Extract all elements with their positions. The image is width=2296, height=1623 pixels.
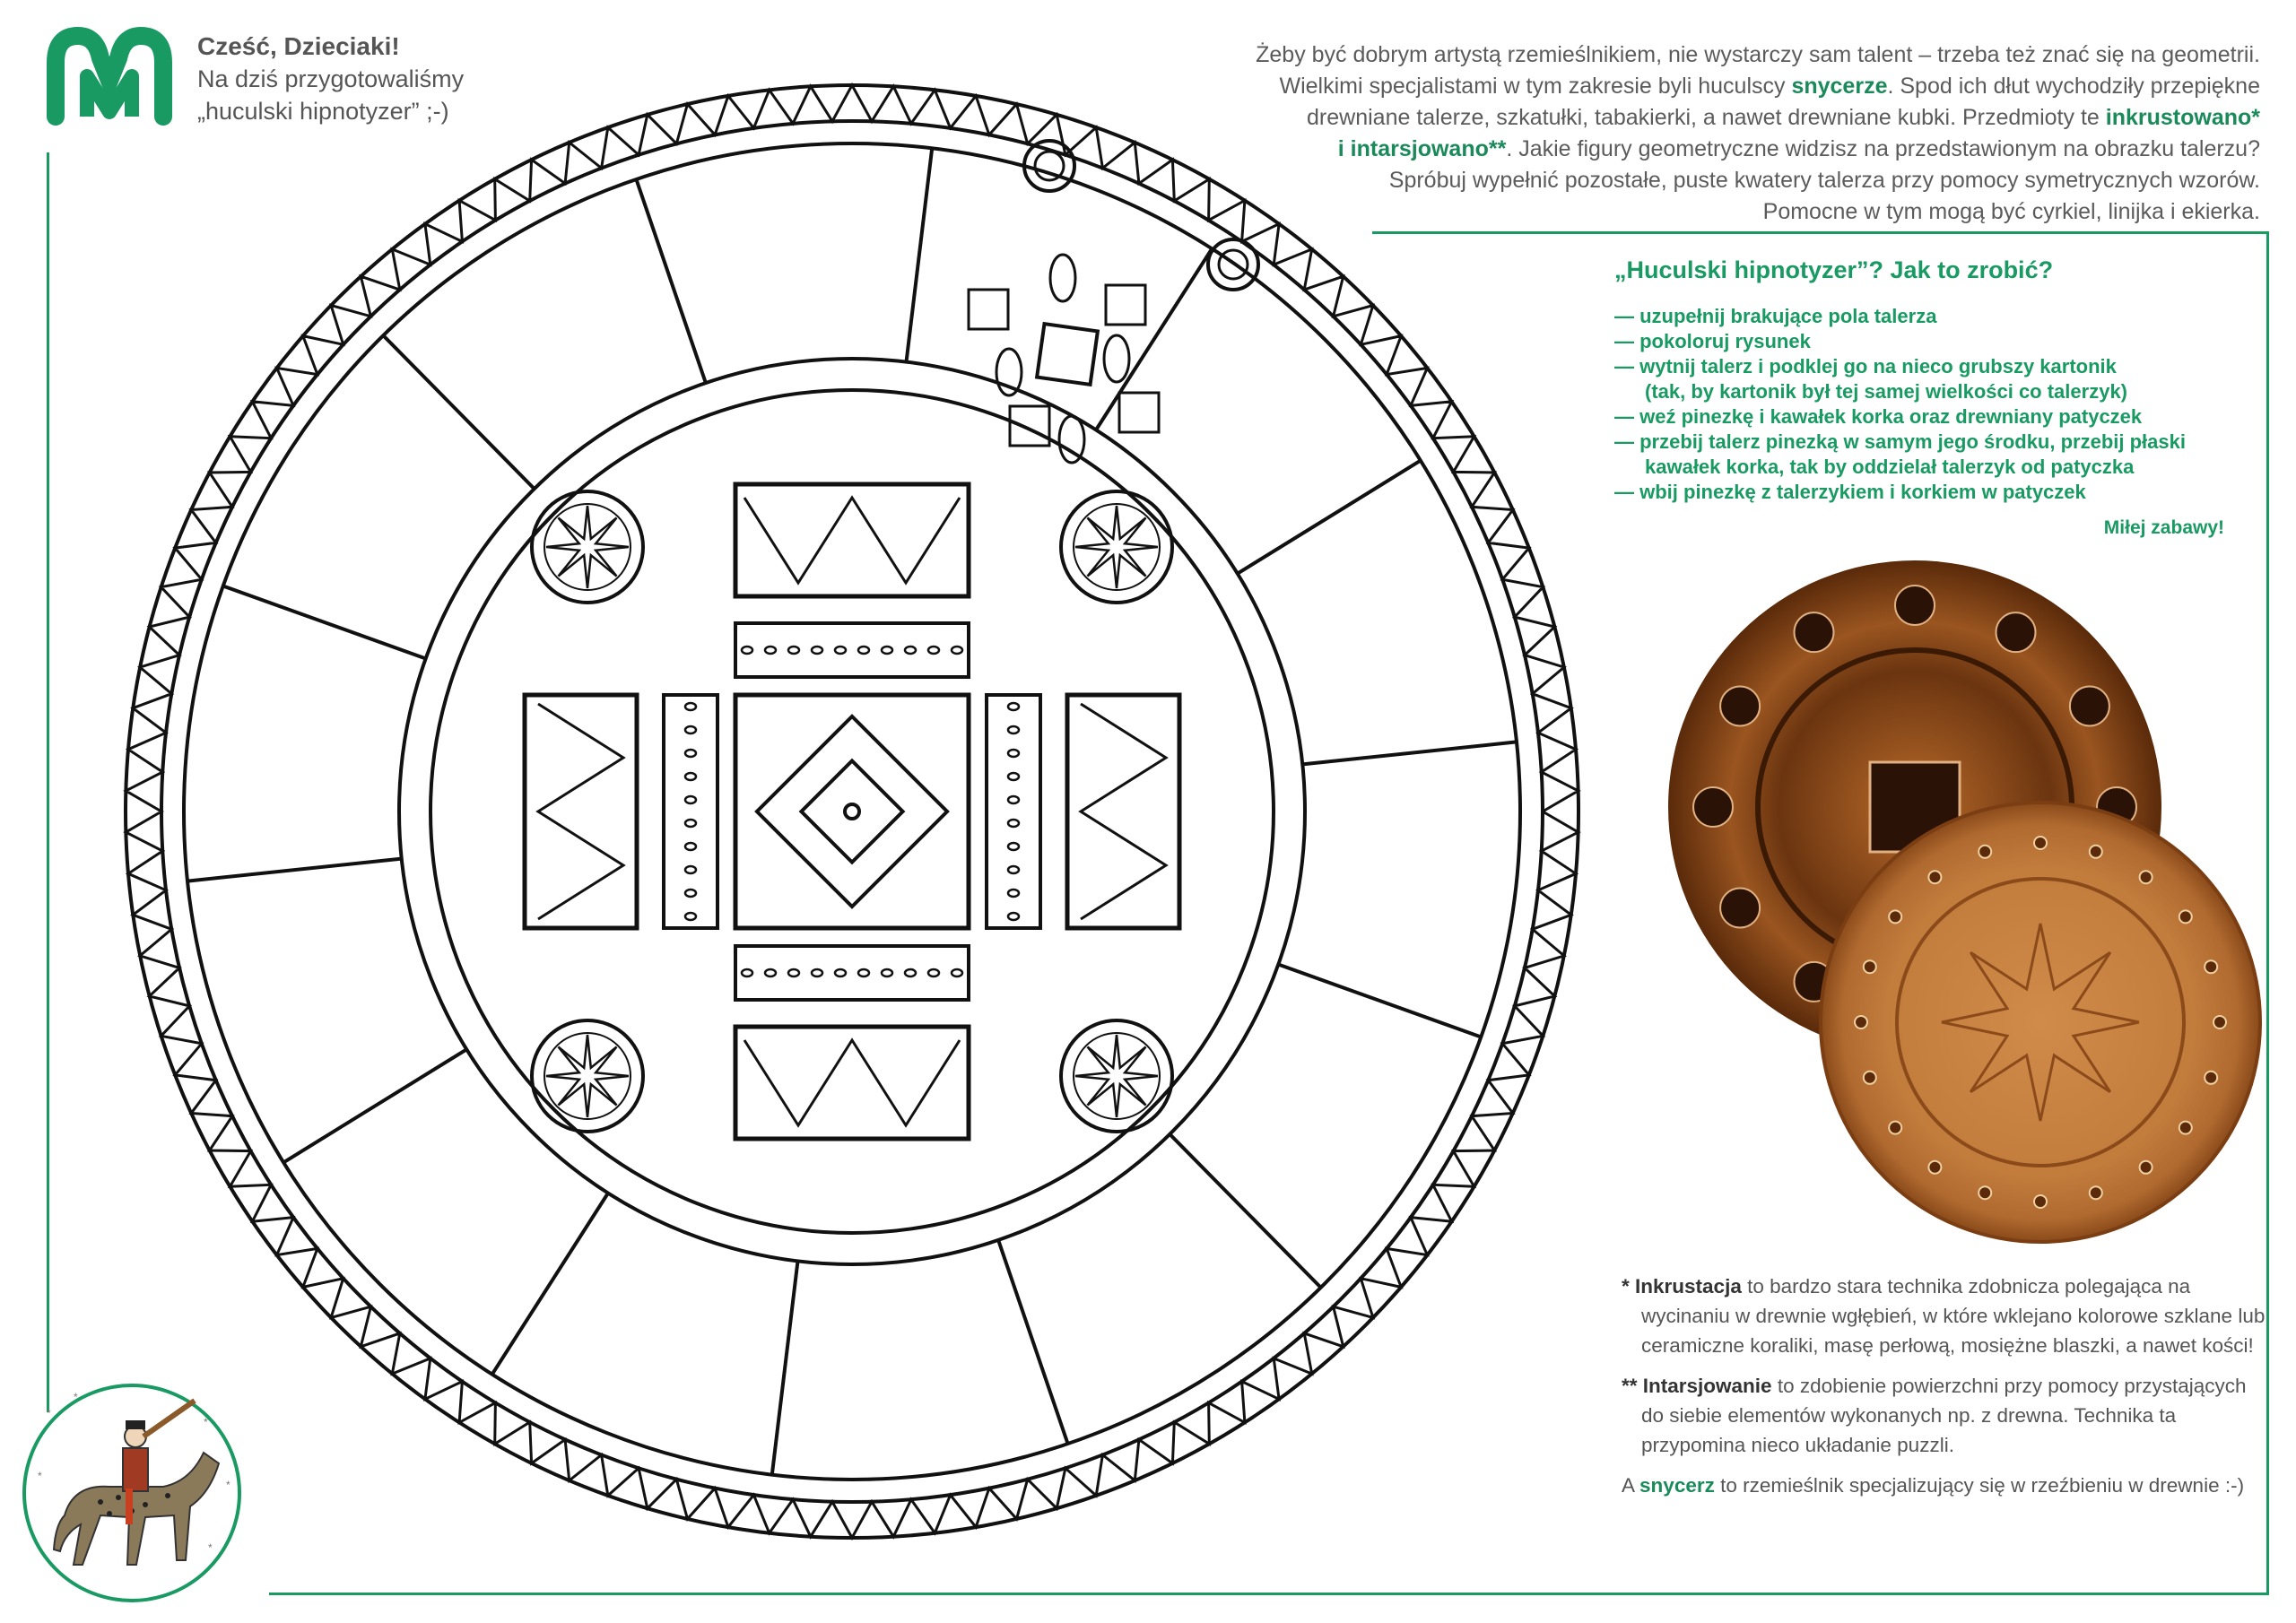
inlay-rosette — [1795, 612, 1834, 652]
sector-divider — [772, 1261, 798, 1474]
carved-dot — [1928, 871, 1941, 883]
band-dot — [1008, 750, 1019, 757]
sector-window-icon — [1010, 406, 1049, 446]
band-dot — [765, 969, 776, 976]
howto-title: „Huculski hipnotyzer”? Jak to zrobić? — [1614, 256, 2054, 283]
howto-step-continued: kawałek korka, tak by oddzielał talerzyk od patyczka — [1645, 456, 2135, 478]
band-dot — [788, 969, 799, 976]
intro-line-4: i intarsjowano**. Jakie figury geometryczne widzisz na przedstawionym na obrazku talerzu? — [1337, 136, 2260, 161]
intro-line-5: Spróbuj wypełnić pozostałe, puste kwatery talerza przy pomocy symetrycznych wzorów. — [1388, 168, 2260, 193]
footnote-inkrustacja: * Inkrustacja to bardzo stara technika zdobnicza polegająca na wycinaniu w drewnie wgłębień, w które wklejano kolorowe szklane lub ceramiczne koraliki, masę perłową, mosiężne blaszki, a nawet kości! — [1622, 1275, 2266, 1357]
carved-dot — [1864, 1072, 1876, 1084]
sector-divider — [1302, 742, 1517, 764]
howto-instructions — [1614, 256, 2224, 539]
sector-window-icon — [969, 290, 1008, 329]
band-dot — [928, 969, 939, 976]
howto-step: — wytnij talerz i podklej go na nieco grubszy kartonik — [1614, 355, 2117, 378]
carved-dot — [2140, 871, 2152, 883]
carved-dot — [2213, 1016, 2226, 1028]
sector-divider — [1238, 461, 1421, 574]
footnote-snycerz: A snycerz to rzemieślnik specjalizujący się w rzeźbieniu w drewnie :-) — [1622, 1474, 2245, 1497]
center-inner-diamond — [801, 760, 902, 862]
plate-rim-inner — [161, 121, 1543, 1502]
band-dot — [685, 913, 696, 920]
center-square — [735, 695, 969, 928]
carved-dot — [2140, 1161, 2152, 1174]
band-dot — [685, 726, 696, 733]
carved-dot — [1864, 960, 1876, 973]
band-dot — [905, 647, 916, 654]
inlay-rosette — [1720, 889, 1760, 928]
carved-dot — [2205, 960, 2217, 973]
frame-left-line — [47, 152, 49, 1412]
howto-step: — weź pinezkę i kawałek korka oraz drewniany patyczek — [1614, 405, 2143, 428]
sector-window-icon — [1119, 393, 1159, 432]
carved-dot — [2090, 846, 2102, 858]
sector-divider — [383, 335, 534, 489]
sector-divider — [907, 148, 933, 361]
band-dot — [812, 647, 822, 654]
carved-dot — [2034, 1195, 2047, 1208]
star-rosette-inner — [544, 504, 631, 590]
intro-line-3: drewniane talerze, szkatułki, tabakierki, a nawet drewniane kubki. Przedmioty te inkrustowano* — [1307, 105, 2260, 130]
inlay-rosette — [1895, 586, 1935, 625]
sector-divider — [1170, 1134, 1320, 1288]
howto-step: — uzupełnij brakujące pola talerza — [1614, 305, 1937, 327]
howto-steps-list — [1614, 304, 2224, 505]
star-icon — [1075, 1035, 1158, 1117]
band-dot — [685, 796, 696, 803]
footnote-intarsjowanie: ** Intarsjowanie to zdobienie powierzchni przy pomocy przystających do siebie elementów wykonanych np. z drewna. Technika ta przypomina nieco układanie puzzli. — [1622, 1375, 2247, 1456]
band-dot — [1008, 843, 1019, 850]
sector-divider — [1096, 248, 1212, 430]
band-dot — [685, 890, 696, 897]
intro-line-1: Żeby być dobrym artystą rzemieślnikiem, nie wystarczy sam talent – trzeba też znać się na geometrii. — [1256, 42, 2260, 67]
inlay-rosette — [1693, 787, 1733, 827]
band-dot — [1008, 820, 1019, 827]
band-dot — [685, 843, 696, 850]
band-dot — [1008, 773, 1019, 780]
enjoy-text: Miłej zabawy! — [2103, 517, 2224, 538]
svg-text:*: * — [208, 1541, 213, 1554]
rim-zigzag-band — [126, 85, 1578, 1538]
carved-dot — [2179, 1122, 2192, 1134]
band-dot — [882, 647, 892, 654]
band-dot — [1008, 890, 1019, 897]
carved-dot — [2034, 837, 2047, 849]
star-icon — [546, 506, 629, 588]
carved-dot — [1855, 1016, 1867, 1028]
band-dot — [905, 969, 916, 976]
carved-dot — [2205, 1072, 2217, 1084]
panel-zigzag — [1081, 704, 1166, 919]
plate-outer-rim — [126, 85, 1578, 1538]
sector-divider — [636, 179, 706, 383]
greeting-line-2: „huculski hipnotyzer” ;-) — [197, 98, 449, 125]
band-dot — [952, 969, 962, 976]
band-dot — [742, 647, 752, 654]
band-dot — [1008, 913, 1019, 920]
sector-ring-inner — [1035, 152, 1064, 180]
howto-step: — przebij talerz pinezką w samym jego środku, przebij płaski — [1614, 430, 2186, 453]
star-rosette-inner — [1074, 1033, 1160, 1119]
dotted-band-bottom — [735, 946, 969, 1000]
carved-dot — [2179, 910, 2192, 923]
band-dot — [742, 969, 752, 976]
star-rosette-inner — [1074, 504, 1160, 590]
band-dot — [835, 647, 846, 654]
wooden-plate-carved — [1821, 803, 2260, 1242]
wooden-plates-photo — [1650, 556, 2269, 1255]
carved-dot — [1889, 910, 1901, 923]
svg-text:*: * — [38, 1470, 42, 1482]
svg-text:*: * — [204, 1416, 208, 1428]
sector-petal-icon — [1104, 335, 1129, 382]
band-dot — [685, 703, 696, 710]
howto-step-continued: (tak, by kartonik był tej samej wielkości co talerzyk) — [1645, 380, 2128, 403]
intro-line-2: Wielkimi specjalistami w tym zakresie byli huculscy snycerze. Spod ich dłut wychodziły przepiękne — [1279, 74, 2260, 99]
carved-dot — [1979, 1186, 1991, 1199]
band-dot — [1008, 703, 1019, 710]
sector-divider — [998, 1240, 1068, 1444]
svg-text:*: * — [226, 1479, 230, 1491]
band-dot — [685, 820, 696, 827]
band-dot — [858, 969, 869, 976]
svg-text:*: * — [47, 1407, 51, 1419]
sector-square — [1037, 324, 1098, 385]
dotted-band-left — [664, 695, 718, 928]
band-dot — [788, 647, 799, 654]
footnotes — [1622, 1271, 2267, 1511]
plate-center-medallion-edge — [399, 359, 1305, 1264]
greeting-line-1: Na dziś przygotowaliśmy — [197, 65, 465, 92]
band-dot — [685, 866, 696, 873]
carved-dot — [1889, 1122, 1901, 1134]
greeting-title: Cześć, Dzieciaki! — [197, 32, 400, 60]
sector-petal-icon — [1050, 255, 1075, 301]
band-dot — [1008, 726, 1019, 733]
panel-zigzag — [744, 498, 960, 583]
dotted-band-right — [987, 695, 1040, 928]
howto-step: — pokoloruj rysunek — [1614, 330, 1811, 352]
center-dot — [845, 804, 859, 819]
sector-window-icon — [1106, 285, 1145, 325]
band-dot — [685, 773, 696, 780]
band-dot — [835, 969, 846, 976]
inlay-rosette — [1720, 687, 1760, 726]
band-dot — [882, 969, 892, 976]
inlay-rosette — [2070, 687, 2109, 726]
star-icon — [546, 1035, 629, 1117]
carved-dot — [1979, 846, 1991, 858]
band-dot — [928, 647, 939, 654]
intro-line-6: Pomocne w tym mogą być cyrkiel, linijka i ekierka. — [1762, 199, 2260, 224]
sector-divider — [187, 859, 402, 881]
dotted-band-top — [735, 623, 969, 677]
band-dot — [685, 750, 696, 757]
howto-step: — wbij pinezkę z talerzykiem i korkiem w patyczek — [1614, 481, 2086, 503]
star-icon — [1075, 506, 1158, 588]
band-dot — [1008, 866, 1019, 873]
carved-dot — [1928, 1161, 1941, 1174]
band-dot — [952, 647, 962, 654]
coloring-plate — [90, 18, 1614, 1596]
sector-divider — [1278, 965, 1481, 1037]
band-dot — [1008, 796, 1019, 803]
inlay-rosette — [1996, 612, 2036, 652]
hutsul-rider-illustration — [11, 1381, 253, 1605]
center-diamond — [757, 716, 947, 907]
band-dot — [765, 647, 776, 654]
panel-zigzag — [538, 704, 623, 919]
sector-petal-icon — [1059, 416, 1084, 463]
svg-text:*: * — [74, 1391, 78, 1403]
sector-divider — [492, 1193, 608, 1375]
band-dot — [812, 969, 822, 976]
sector-divider — [283, 1049, 466, 1162]
sector-divider — [223, 586, 426, 659]
plate-field-edge — [184, 143, 1520, 1480]
star-rosette-inner — [544, 1033, 631, 1119]
panel-zigzag — [744, 1040, 960, 1125]
carved-dot — [2090, 1186, 2102, 1199]
band-dot — [858, 647, 869, 654]
